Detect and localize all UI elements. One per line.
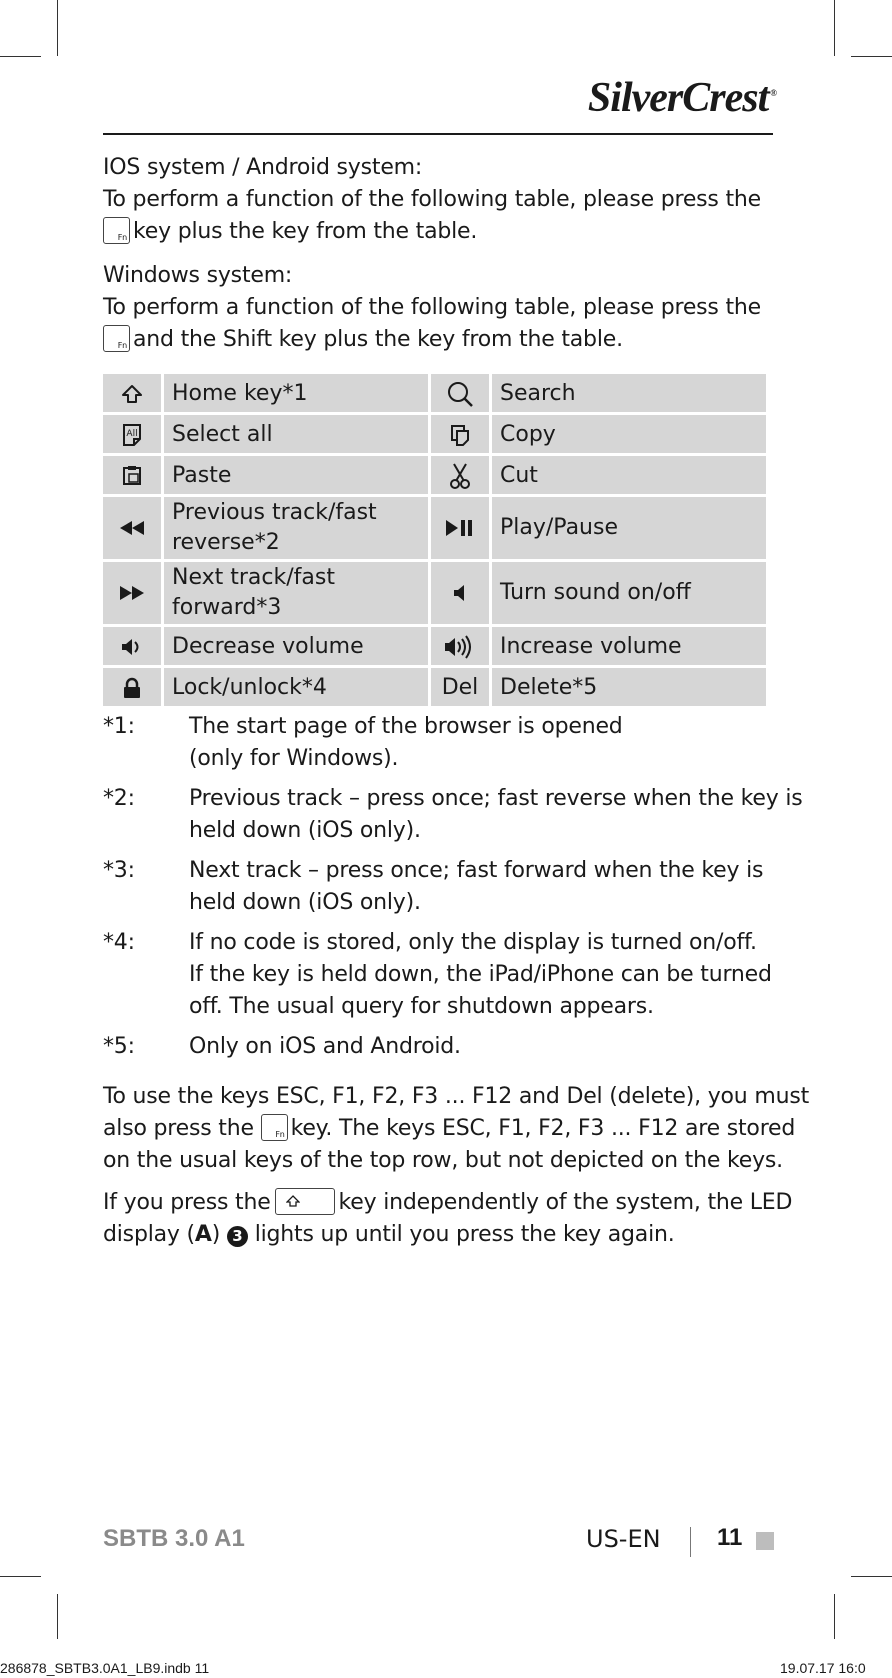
function-label: Play/Pause [492, 497, 766, 559]
ios-line-2: Fn key plus the key from the table. [103, 216, 783, 248]
footnote-marker: *2: [103, 786, 135, 811]
crop-mark [851, 56, 892, 57]
windows-instructions [103, 260, 783, 356]
function-label: Previous track/fast reverse*2 [164, 497, 428, 559]
svg-text:All: All [126, 428, 138, 439]
page-marker [756, 1532, 774, 1550]
header-rule [103, 133, 773, 135]
table-row [103, 668, 766, 706]
home-icon [103, 374, 161, 412]
shift-key-icon [275, 1188, 335, 1215]
fn-key-icon: Fn [103, 325, 130, 352]
windows-line-2: Fn and the Shift key plus the key from the table. [103, 324, 783, 356]
footer-divider [690, 1527, 691, 1557]
del-key-label: Del [431, 668, 489, 706]
language-code: US-EN [586, 1525, 661, 1553]
page-number: 11 [717, 1524, 743, 1551]
windows-line-1: To perform a function of the following table, please press the [103, 295, 761, 320]
function-label: Turn sound on/off [492, 562, 766, 624]
ios-instructions [103, 152, 783, 248]
table-row [103, 562, 766, 624]
function-label: Home key*1 [164, 374, 428, 412]
windows-heading: Windows system: [103, 263, 293, 288]
function-label: Copy [492, 415, 766, 453]
table-row [103, 374, 766, 412]
select-all-icon [103, 415, 161, 453]
brand-name: SilverCrest [587, 75, 769, 121]
ios-heading: IOS system / Android system: [103, 155, 423, 180]
footnote-marker: *1: [103, 714, 135, 739]
footnote-marker: *3: [103, 858, 135, 883]
rewind-icon [103, 497, 161, 559]
table-row [103, 627, 766, 665]
callout-number: 3 [227, 1226, 248, 1247]
fn-key-icon: Fn [103, 217, 130, 244]
function-label: Lock/unlock*4 [164, 668, 428, 706]
print-slug-file: 286878_SBTB3.0A1_LB9.indb 11 [0, 1660, 210, 1676]
crop-mark [0, 1576, 41, 1577]
footnote-marker: *4: [103, 930, 135, 955]
footnotes [103, 711, 803, 1071]
footnote-marker: *5: [103, 1034, 135, 1059]
volume-up-icon [431, 627, 489, 665]
print-slug-date: 19.07.17 16:0 [780, 1660, 866, 1676]
footnote: *5: Only on iOS and Android. [103, 1031, 783, 1063]
copy-icon [431, 415, 489, 453]
table-row [103, 497, 766, 559]
paste-icon [103, 456, 161, 494]
fast-forward-icon [103, 562, 161, 624]
crop-mark [57, 0, 58, 56]
function-label: Search [492, 374, 766, 412]
function-label: Next track/fast forward*3 [164, 562, 428, 624]
model-name: SBTB 3.0 A1 [103, 1525, 245, 1552]
function-label: Select all [164, 415, 428, 453]
registered-mark: ® [770, 88, 776, 98]
crop-mark [0, 56, 41, 57]
footnote: *4: If no code is stored, only the display is turned on/off. If the key is held down, the iPad/iPhone can be turned off. The usual query for shutdown appears. [103, 927, 783, 1023]
function-label: Delete*5 [492, 668, 766, 706]
ios-line-1: To perform a function of the following table, please press the [103, 187, 761, 212]
volume-down-icon [103, 627, 161, 665]
esc-paragraph: To use the keys ESC, F1, F2, F3 ... F12 and Del (delete), you must also press the Fn key. The keys ESC, F1, F2, F3 ... F12 are stored on the usual keys of the top row, but not depicted on the keys. [103, 1084, 810, 1173]
table-row [103, 415, 766, 453]
function-label: Paste [164, 456, 428, 494]
shift-paragraph: If you press the key independently of the system, the LED display (A) 3 lights up until you press the key again. [103, 1190, 793, 1247]
function-label: Cut [492, 456, 766, 494]
mute-icon [431, 562, 489, 624]
crop-mark [851, 1576, 892, 1577]
lock-icon [103, 668, 161, 706]
functions-table [100, 371, 769, 709]
play-pause-icon [431, 497, 489, 559]
table-row [103, 456, 766, 494]
function-label: Decrease volume [164, 627, 428, 665]
crop-mark [57, 1594, 58, 1639]
footnote: *3: Next track – press once; fast forward when the key is held down (iOS only). [103, 855, 783, 919]
crop-mark [834, 0, 835, 56]
footnote: *1: The start page of the browser is opened (only for Windows). [103, 711, 783, 775]
crop-mark [834, 1594, 835, 1639]
brand-logo [486, 74, 776, 122]
scissors-icon [431, 456, 489, 494]
search-icon [431, 374, 489, 412]
fn-key-icon: Fn [261, 1114, 288, 1141]
function-label: Increase volume [492, 627, 766, 665]
footnote: *2: Previous track – press once; fast reverse when the key is held down (iOS only). [103, 783, 783, 847]
